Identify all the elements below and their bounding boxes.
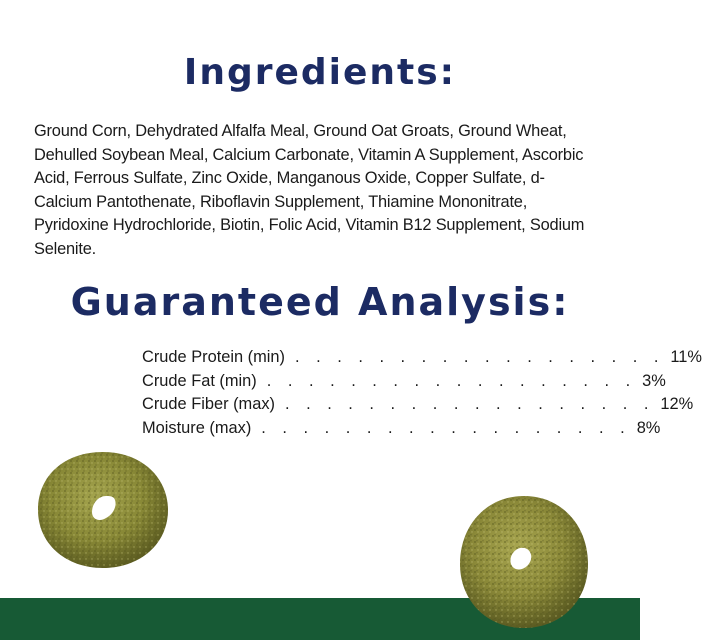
analysis-value: 8%	[636, 418, 661, 437]
analysis-label: Crude Protein (min)	[142, 348, 286, 366]
analysis-label: Moisture (max)	[142, 418, 252, 437]
guaranteed-analysis-heading: Guaranteed Analysis:	[70, 280, 570, 324]
analysis-row	[142, 418, 661, 443]
food-pellet-image	[34, 448, 172, 572]
analysis-label: Crude Fiber (max)	[142, 395, 275, 413]
analysis-row	[142, 348, 702, 372]
ingredients-text: Ground Corn, Dehydrated Alfalfa Meal, Ground Oat Groats, Ground Wheat, Dehulled Soybean Meal, Calcium Carbonate, Vitamin A Supplement, Ascorbic Acid, Ferrous Sulfate, Zinc Oxide, Manganous Oxide, Copper Sulfate, d-Calcium Pantothenate, Riboflavin Supplement, Thiamine Mononitrate, Pyridoxine Hydrochloride, Biotin, Folic Acid, Vitamin B12 Supplement, Sodium Selenite.	[34, 122, 585, 258]
analysis-row	[142, 395, 694, 419]
analysis-label: Crude Fat (min)	[142, 371, 257, 390]
analysis-value: 3%	[642, 371, 666, 390]
ingredients-heading: Ingredients:	[183, 52, 457, 93]
leader-dots: . . . . . . . . . . . . . . . . . .	[266, 371, 637, 390]
analysis-value: 11%	[670, 348, 702, 366]
analysis-value: 12%	[660, 395, 694, 413]
leader-dots: . . . . . . . . . . . . . . . . . .	[261, 418, 631, 437]
analysis-row	[142, 371, 666, 396]
leader-dots: . . . . . . . . . . . . . . . . . .	[295, 348, 665, 366]
leader-dots: . . . . . . . . . . . . . . . . . .	[284, 395, 655, 413]
analysis-table	[142, 348, 702, 442]
food-pellet-image	[456, 492, 592, 632]
